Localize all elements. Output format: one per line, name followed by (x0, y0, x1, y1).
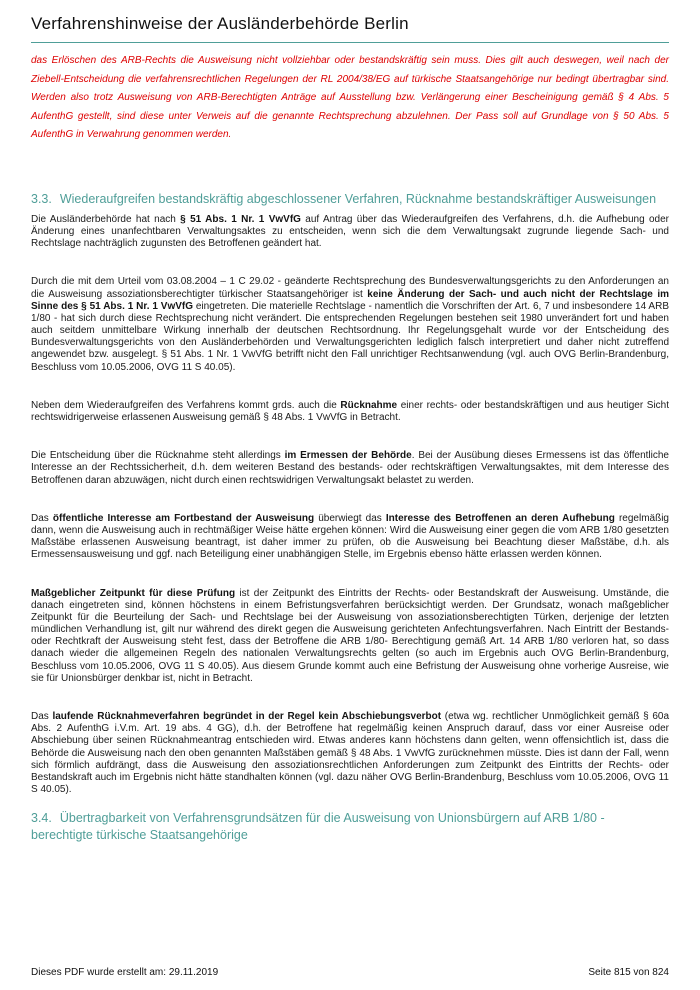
paragraph: Durch die mit dem Urteil vom 03.08.2004 – 1 C 29.02 - geänderte Rechtsprechung des Bundesverwaltungsgerichts zu den Anforderungen an die Ausweisung assoziationsberechtigter türkischer Staatsangehöriger ist keine Änderung der Sach- und auch nicht der Rechtslage im Sinne des § 51 Abs. 1 Nr. 1 VwVfG eingetreten. Die materielle Rechtslage - namentlich die Vorschriften der Art. 6, 7 und insbesondere 14 ARB 1/80 - hat sich durch diese Rechtsprechung nicht verändert. Die entsprechenden Regelungen bestehen seit 1980 unverändert fort und haben auch seitdem unmittelbare Wirkung innerhalb der deutschen Rechtsordnung. Ihr Regelungsgehalt wurde vor der Entscheidung des Bundesverwaltungsgerichts von den Ausländerbehörden und Verwaltungsgerichten lediglich falsch interpretiert und daher nicht zutreffend angewendet bzw. ausgelegt. § 51 Abs. 1 Nr. 1 VwVfG betrifft nicht den Fall unrichtiger Rechtsanwendung (vgl. auch OVG Berlin-Brandenburg, Beschluss vom 10.05.2006, OVG 11 S 40.05). (31, 276, 669, 373)
title-divider (31, 42, 669, 43)
section-heading-3-4 (31, 810, 669, 843)
paragraph: Maßgeblicher Zeitpunkt für diese Prüfung ist der Zeitpunkt des Eintritts der Rechts- oder Bestandskraft der Ausweisung. Umstände, die danach eingetreten sind, können höchstens in einem Befristungsverfahren berücksichtigt werden. Der Grundsatz, wonach maßgeblicher Zeitpunkt für die Beurteilung der Sach- und Rechtslage bei der Ausweisung von assoziationsberechtigten Türken, derjenige der letzten mündlichen Verhandlung ist, gilt nur während des direkt gegen die Ausweisung gerichteten Anfechtungsverfahren. Nach Eintritt der Bestands- oder Rechtkraft der Ausweisung steht fest, dass der Betroffene die ARB 1/80- Berechtigung gemäß Art. 14 ARB 1/80 verloren hat, so dass danach wieder die allgemeinen Regeln des nationalen Verwaltungsrechts gelten (so auch im Ergebnis auch OVG Berlin-Brandenburg, Beschluss vom 10.05.2006, OVG 11 S 40.05). Aus diesem Grunde kommt auch eine Befristung der Ausweisung ohne vorherige Ausreise, wie sie für Unionsbürger denkbar ist, nicht in Betracht. (31, 587, 670, 684)
section-heading-3-3 (31, 191, 669, 207)
section-number: 3.3. (31, 191, 52, 206)
section-heading-text: Übertragbarkeit von Verfahrensgrundsätzen für die Ausweisung von Unionsbürgern auf ARB 1/80 - berechtigte türkische Staatsangehörige (31, 811, 605, 842)
paragraph: Das laufende Rücknahmeverfahren begründet in der Regel kein Abschiebungsverbot (etwa wg. rechtlicher Unmöglichkeit gemäß § 60a Abs. 2 AufenthG i.V.m. Art. 19 abs. 4 GG), d.h. der Betroffene hat regelmäßig keinen Anspruch darauf, dass vor einer Ausreise oder Abschiebung über seinen Rücknahmeantrag entschieden wird. Etwas anderes kann höchstens dann gelten, wenn offensichtlich ist, dass die Behörde die Ausweisung nach den oben genannten Maßstäben gemäß § 48 Abs. 1 VwVfG zurücknehmen müsste. Dies ist dann der Fall, wenn sich förmlich aufdrängt, dass die Ausweisung den assoziationsrechtlichen Anforderungen zum Zeitpunkt des Eintritts der Rechts- oder Bestandskraft auch im Ergebnis nicht hätte standhalten können (vgl. dazu näher OVG Berlin-Brandenburg, Beschluss vom 10.05.2006, OVG 11 S 40.05). (31, 711, 670, 796)
section-heading-text: Wiederaufgreifen bestandskräftig abgeschlossener Verfahren, Rücknahme bestandskräftiger Ausweisungen (59, 191, 657, 206)
paragraph: Das öffentliche Interesse am Fortbestand der Ausweisung überwiegt das Interesse des Betroffenen an deren Aufhebung regelmäßig dann, wenn die Ausweisung auch in rechtmäßiger Weise hätte ergehen können: Wird die Ausweisung einer gegen die vom ARB 1/80 gesetzten Maßstäbe erlassenen Ausweisung beantragt, ist daher immer zu prüfen, ob die Ausweisung bei Beachtung dieser Maßstäbe, d.h. als Ermessensausweisung und ggf. nach Beteiligung einer unabhängigen Stelle, im Ergebnis ebenso hätte erlassen werden können. (31, 512, 669, 561)
page-footer (31, 967, 669, 978)
paragraph: Die Entscheidung über die Rücknahme steht allerdings im Ermessen der Behörde. Bei der Ausübung dieses Ermessens ist das öffentliche Interesse an der Rechtssicherheit, d.h. dem weiteren Bestand des bestands- oder rechtskräftigen Verwaltungsaktes, mit dem Interesse des Betroffenen daran abzuwägen, nicht durch einen rechtswidrigen Verwaltungsakt belastet zu werden. (31, 450, 669, 486)
paragraph: Die Ausländerbehörde hat nach § 51 Abs. 1 Nr. 1 VwVfG auf Antrag über das Wiederaufgreifen des Verfahrens, d.h. die Aufhebung oder Änderung eines unanfechtbaren Verwaltungsaktes zu entscheiden, wenn sich die dem Verwaltungsakt zugrunde liegende Sach- und Rechtslage nachträglich zugunsten des Betroffenen geändert hat. (31, 213, 670, 250)
footer-page-number: Seite 815 von 824 (588, 967, 669, 978)
section-number: 3.4. (31, 811, 52, 826)
paragraph: Neben dem Wiederaufgreifen des Verfahrens kommt grds. auch die Rücknahme einer rechts- oder bestandskräftigen und aus heutiger Sicht rechtswidrigerweise erlassenen Ausweisung gemäß § 48 Abs. 1 VwVfG in Betracht. (31, 399, 670, 423)
page-title: Verfahrenshinweise der Ausländerbehörde Berlin (31, 14, 409, 33)
footer-created-date: Dieses PDF wurde erstellt am: 29.11.2019 (31, 967, 219, 978)
carryover-notice: das Erlöschen des ARB-Rechts die Ausweisung nicht vollziehbar oder bestandskräftig sein muss. Dies gilt auch deswegen, weil nach der Ziebell-Entscheidung die verfahrensrechtlichen Regelungen der RL 2004/38/EG auf türkische Staatsangehörige nur bedingt übertragbar sind. Werden also trotz Ausweisung von ARB-Berechtigten Anträge auf Ausstellung bzw. Verlängerung einer Bescheinigung gemäß § 4 Abs. 5 AufenthG gestellt, sind diese unter Verweis auf die genannte Rechtsprechung abzulehnen. Der Pass soll auf Grundlage von § 50 Abs. 5 AufenthG in Verwahrung genommen werden. (31, 55, 669, 140)
